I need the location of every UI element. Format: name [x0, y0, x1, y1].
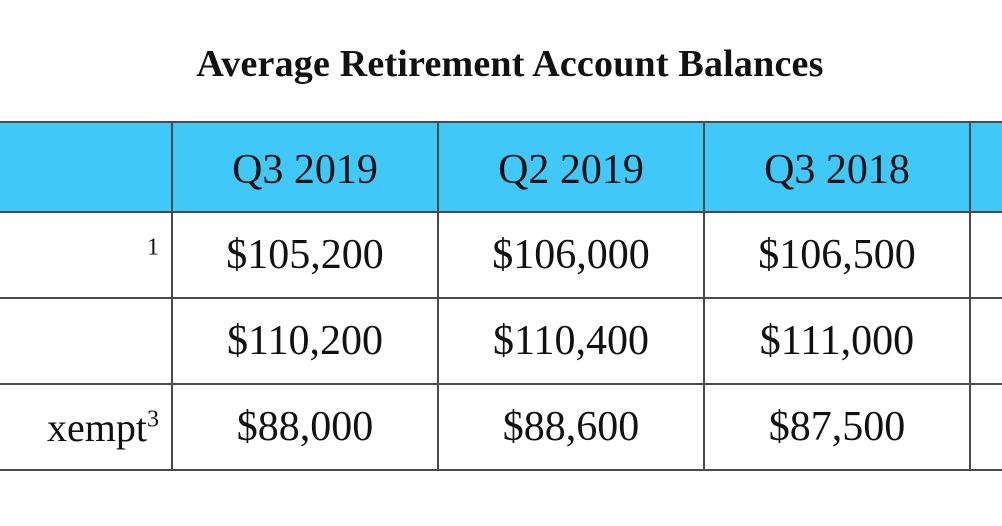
footnote-marker: 3 — [147, 406, 159, 433]
table-cell: $106,000 — [438, 212, 704, 298]
row-label — [0, 298, 172, 384]
table-cell: $88,600 — [438, 384, 704, 470]
table-cell: $110,200 — [172, 298, 438, 384]
table-row — [0, 212, 1002, 298]
table-cell: $105,200 — [172, 212, 438, 298]
header-cell-label — [0, 122, 172, 212]
table-cell: $110,400 — [438, 298, 704, 384]
table-cell-clipped — [970, 298, 1002, 384]
header-cell-clipped — [970, 122, 1002, 212]
header-cell-q3-2018: Q3 2018 — [704, 122, 970, 212]
footnote-marker: 1 — [147, 234, 159, 261]
balances-table — [0, 121, 1002, 471]
row-label — [0, 212, 172, 298]
table-row — [0, 384, 1002, 470]
header-cell-q2-2019: Q2 2019 — [438, 122, 704, 212]
table-cell: $106,500 — [704, 212, 970, 298]
table-cell-clipped — [970, 212, 1002, 298]
header-cell-q3-2019: Q3 2019 — [172, 122, 438, 212]
header-row — [0, 122, 1002, 212]
table-cell-clipped — [970, 384, 1002, 470]
table-cell: $111,000 — [704, 298, 970, 384]
table-cell: $87,500 — [704, 384, 970, 470]
row-label — [0, 384, 172, 470]
row-label-text: xempt — [47, 404, 147, 450]
table-title: Average Retirement Account Balances — [196, 43, 824, 85]
table-row — [0, 298, 1002, 384]
table-cell: $88,000 — [172, 384, 438, 470]
